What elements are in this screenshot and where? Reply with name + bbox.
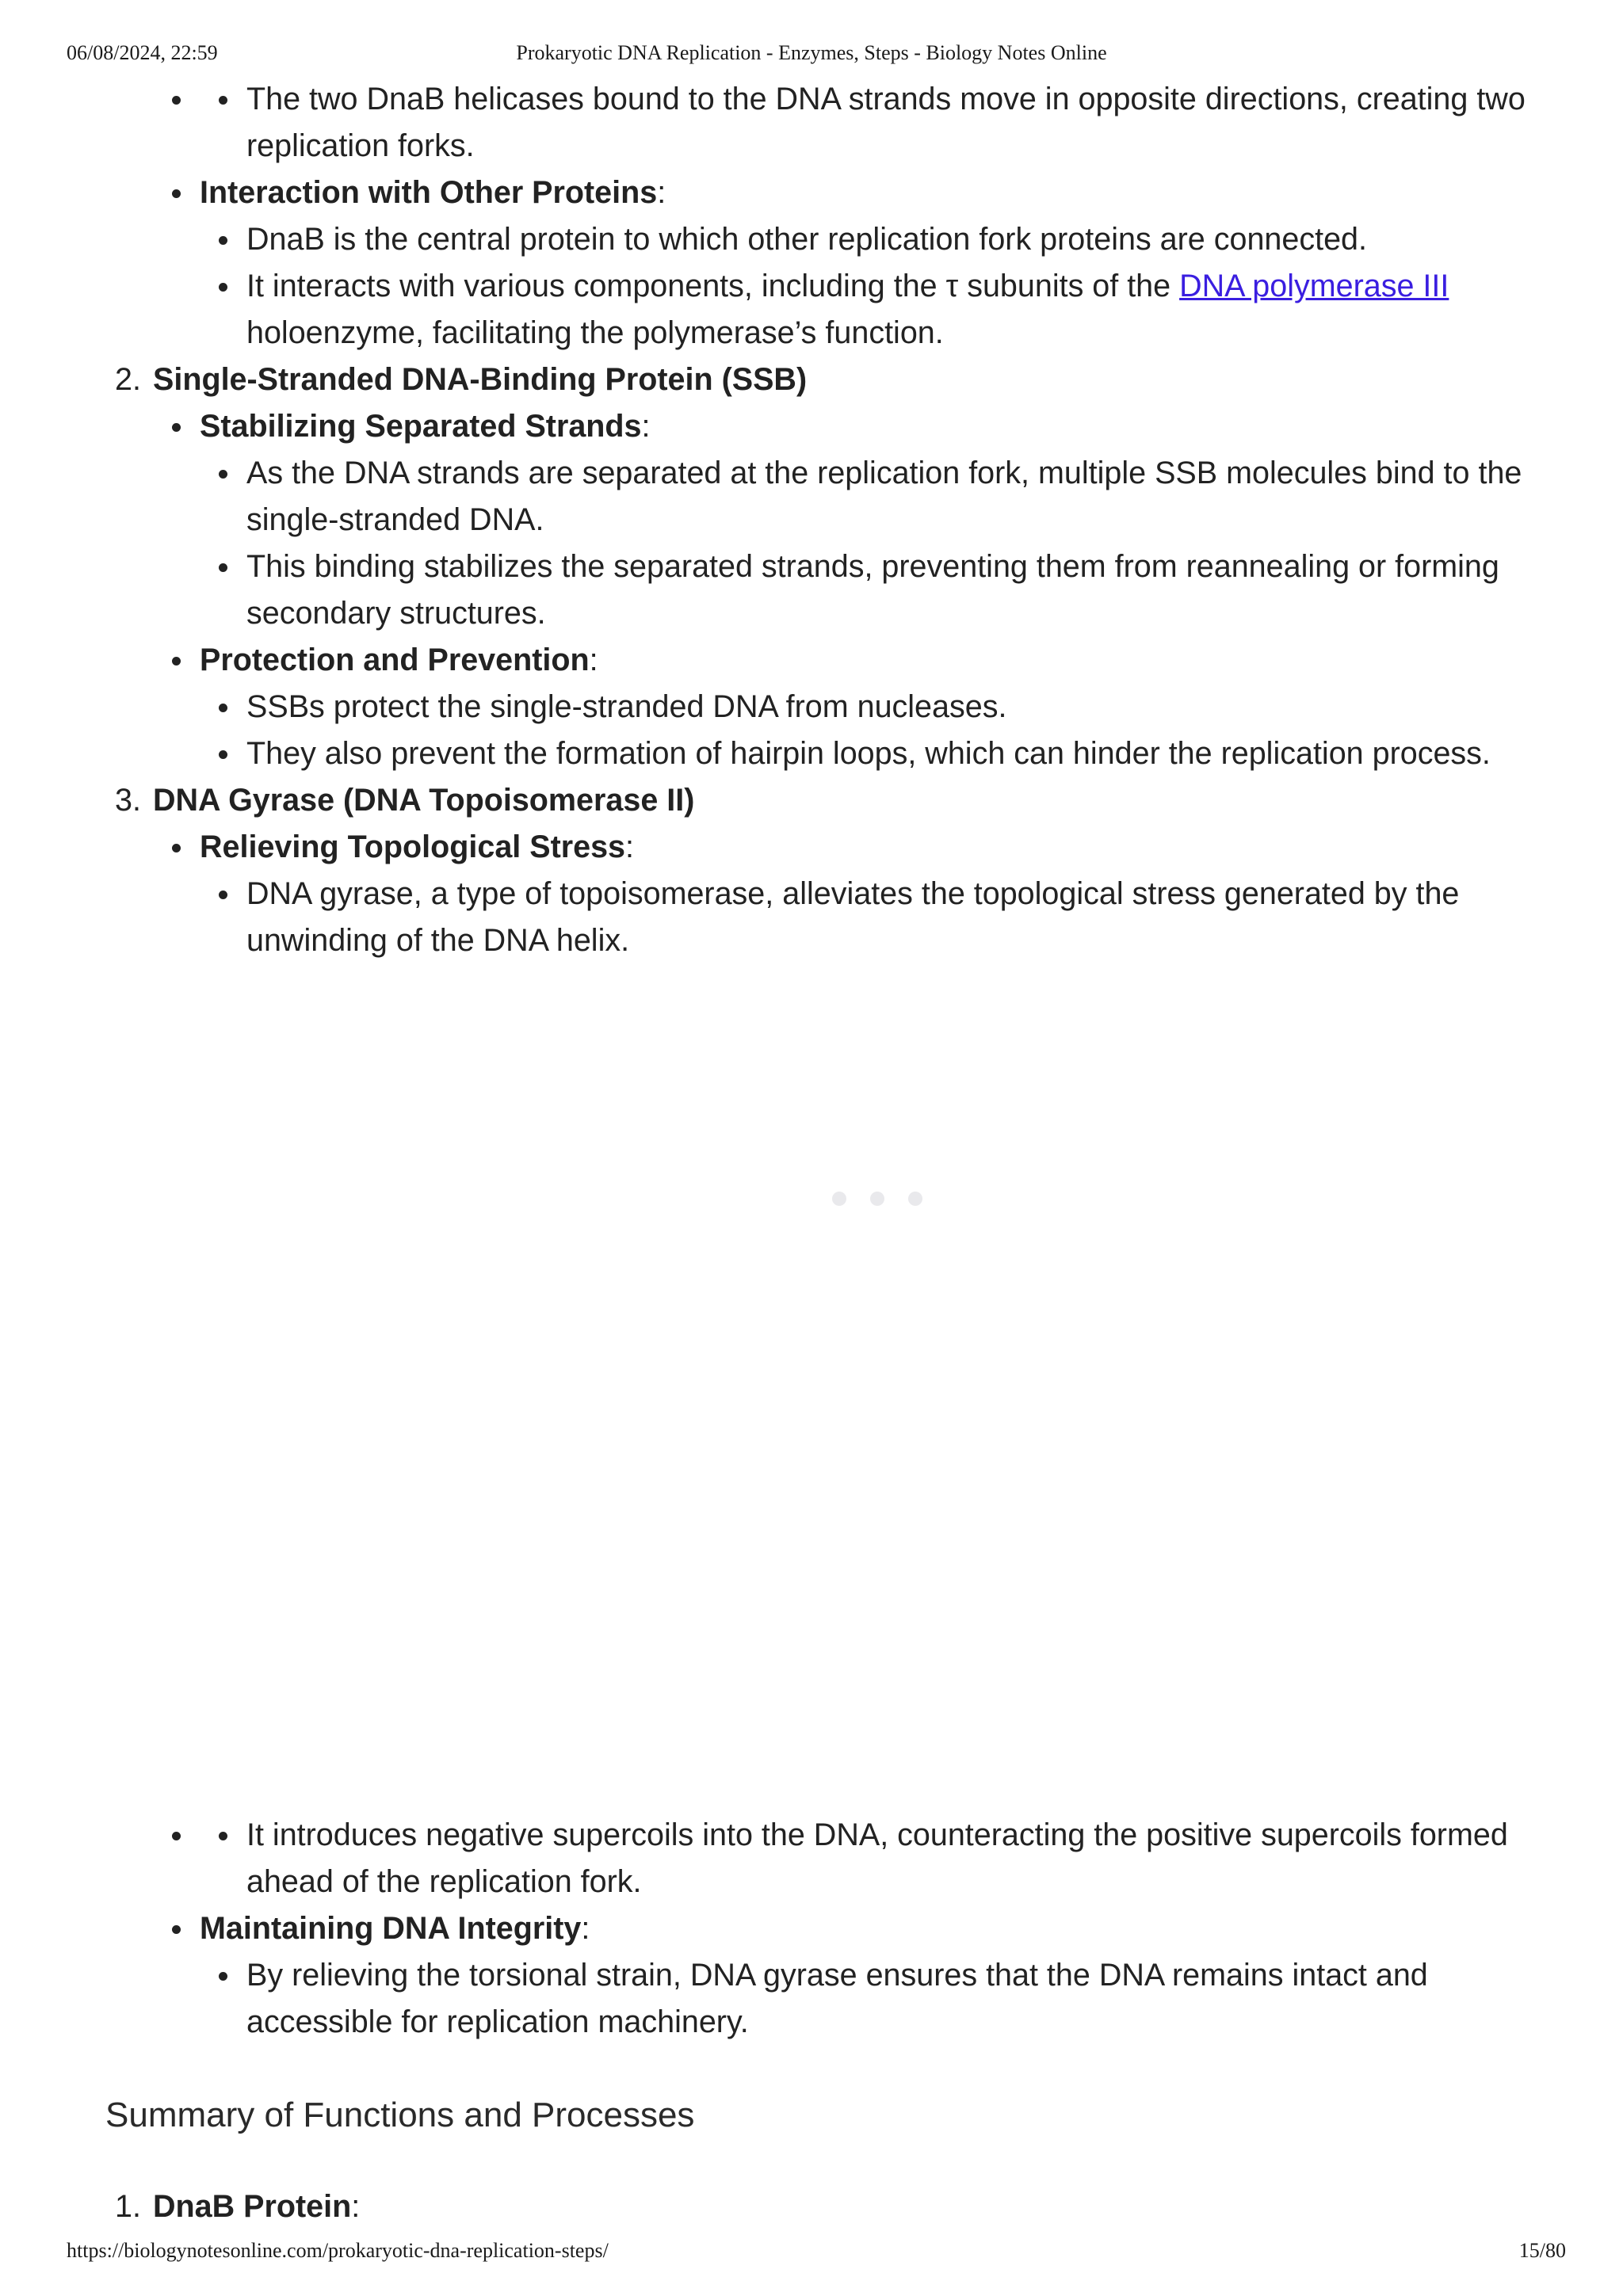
loading-dot-icon [870,1192,884,1206]
ad-loading-indicator [832,1173,946,1188]
gyrase-subsections [153,824,1564,964]
print-header [0,41,1623,68]
interaction-bullets [200,216,1564,357]
integrity-bullets [200,1952,1564,2046]
list-item-text: holoenzyme, facilitating the polymerase’s function. [246,315,944,350]
gyrase-relieving-continued [200,1812,1564,1905]
summary-item-dnab [115,2183,1564,2230]
list-item: SSBs protect the single-stranded DNA from nucleases. [246,684,1564,730]
relieving-bullets-continued [153,1812,1564,1905]
protection-bullets [200,684,1564,777]
colon: : [581,1911,590,1946]
summary-list [115,2183,1564,2230]
enzyme-item-gyrase-continued [153,1812,1564,2046]
colon: : [625,830,635,864]
ssb-stabilizing-section [200,403,1564,637]
summary-heading: Summary of Functions and Processes [105,2096,695,2134]
subsection-heading: Interaction with Other Proteins [200,175,658,210]
list-item: DNA gyrase, a type of topoisomerase, alleviates the topological stress generated by the unwinding of the DNA helix. [246,871,1564,964]
list-item-text: It interacts with various components, including the τ subunits of the [246,269,1180,303]
list-number: 3. [115,783,141,818]
gyrase-integrity-section [200,1905,1564,2046]
enzyme-list-continued [153,1812,1564,2046]
loading-dot-icon [832,1192,846,1206]
print-url: https://biologynotesonline.com/prokaryotic-dna-replication-steps/ [67,2239,609,2262]
relieving-bullets [200,871,1564,964]
ssb-subsections [153,403,1564,777]
list-item: They also prevent the formation of hairpin loops, which can hinder the replication process. [246,730,1564,777]
list-item: This binding stabilizes the separated strands, preventing them from reannealing or forming secondary structures. [246,543,1564,637]
dnab-carry-wrapper [200,76,1564,170]
enzyme-list [115,76,1564,964]
colon: : [641,409,651,444]
list-item [246,263,1564,357]
list-number: 2. [115,362,141,397]
colon: : [657,175,666,210]
gyrase-relieving-section [200,824,1564,964]
print-footer [0,2239,1623,2266]
gyrase-subsections-continued [153,1812,1564,2046]
subsection-heading: Protection and Prevention [200,643,590,677]
dnab-carry-bullets [153,76,1564,170]
list-item: The two DnaB helicases bound to the DNA strands move in opposite directions, creating two replication forks. [246,76,1564,170]
subsection-heading: Relieving Topological Stress [200,830,626,864]
enzyme-item-dnab-continued [153,76,1564,357]
stabilizing-bullets [200,450,1564,637]
list-item: It introduces negative supercoils into the DNA, counteracting the positive supercoils formed ahead of the replication fork. [246,1812,1564,1905]
list-item: DnaB is the central protein to which other replication fork proteins are connected. [246,216,1564,263]
print-page-title: Prokaryotic DNA Replication - Enzymes, Steps - Biology Notes Online [516,41,1107,64]
summary-item-title: DnaB Protein [153,2189,352,2224]
print-datetime: 06/08/2024, 22:59 [67,41,218,64]
enzyme-item-gyrase [115,777,1564,964]
subsection-heading: Maintaining DNA Integrity [200,1911,582,1946]
dnab-interaction-section [200,170,1564,357]
list-number: 1. [115,2189,141,2224]
list-item: As the DNA strands are separated at the replication fork, multiple SSB molecules bind to the single-stranded DNA. [246,450,1564,543]
colon: : [351,2189,361,2224]
subsection-heading: Stabilizing Separated Strands [200,409,642,444]
enzyme-title: DNA Gyrase (DNA Topoisomerase II) [153,783,695,818]
dna-polymerase-iii-link[interactable]: DNA polymerase III [1179,269,1449,303]
enzyme-title: Single-Stranded DNA-Binding Protein (SSB) [153,362,808,397]
list-item: By relieving the torsional strain, DNA gyrase ensures that the DNA remains intact and accessible for replication machinery. [246,1952,1564,2046]
loading-dot-icon [908,1192,922,1206]
page-counter: 15/80 [1518,2239,1566,2262]
dnab-subsections [153,76,1564,357]
ssb-protection-section [200,637,1564,777]
colon: : [589,643,598,677]
enzyme-item-ssb [115,357,1564,777]
